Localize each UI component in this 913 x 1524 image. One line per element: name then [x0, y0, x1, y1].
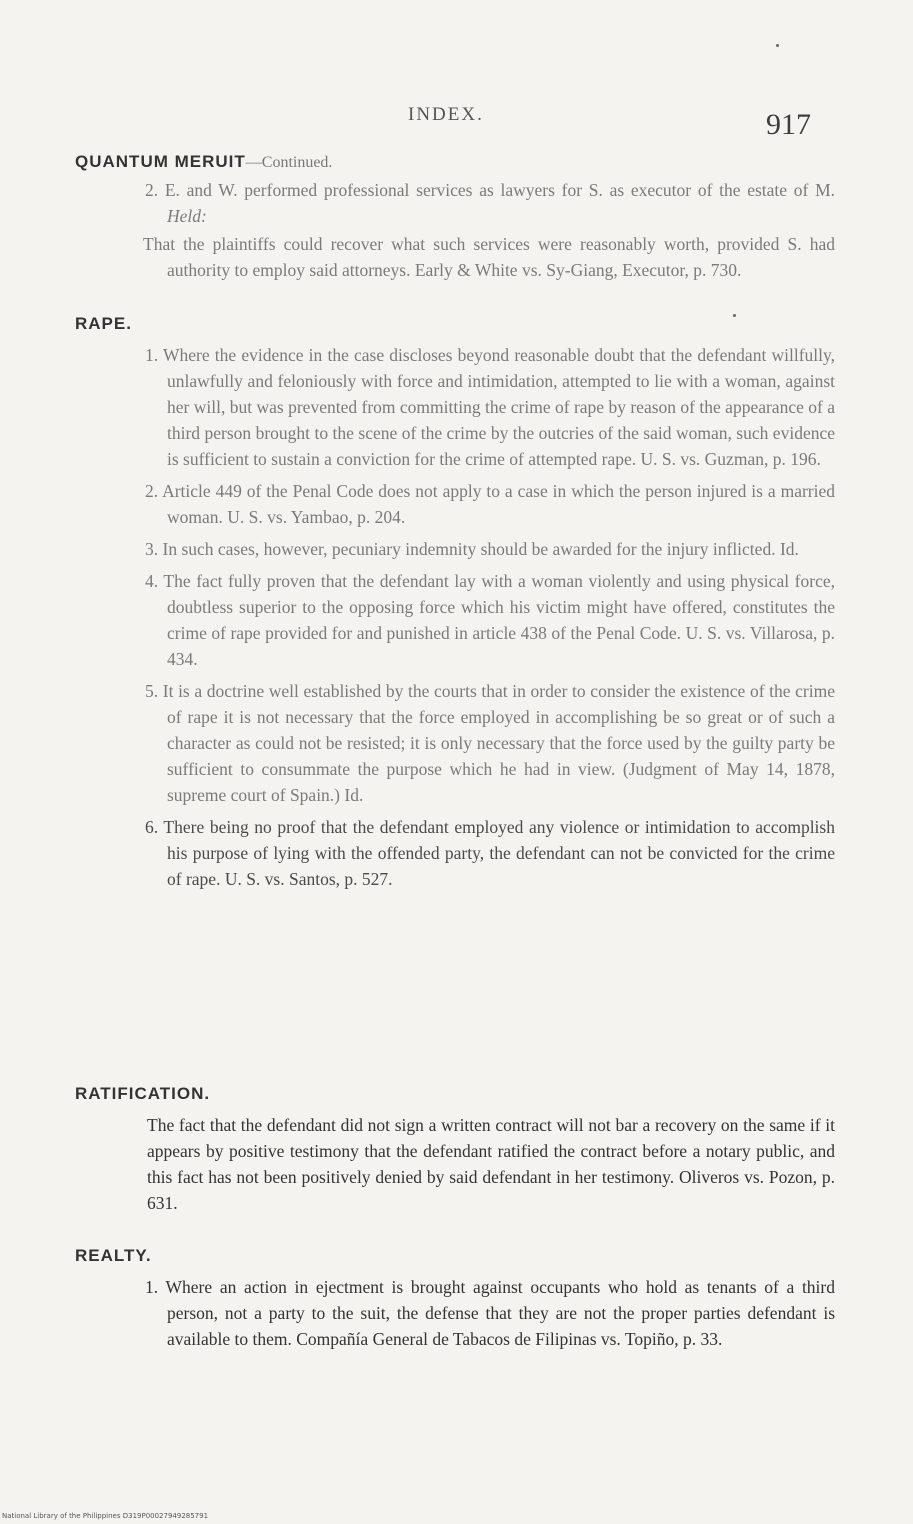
- section-heading: REALTY.: [75, 1246, 152, 1265]
- running-title: INDEX.: [408, 104, 484, 125]
- library-watermark: National Library of the Philippines D319P00027949285791: [2, 1512, 209, 1520]
- paper-speck: [776, 44, 779, 47]
- index-entry: 1. Where the evidence in the case discloses beyond reasonable doubt that the defendant willfully, unlawfully and feloniously with force and intimidation, attempted to lie with a woman, against her will, but was prevented from committing the crime of rape by reason of the appearance of a third person brought to the scene of the crime by the outcries of the said woman, such evidence is sufficient to sustain a conviction for the crime of attempted rape. U. S. vs. Guzman, p. 196.: [145, 345, 835, 469]
- page-number: 917: [766, 108, 811, 141]
- section-realty: [75, 1244, 835, 1352]
- index-entry: 4. The fact fully proven that the defendant lay with a woman violently and using physical force, doubtless superior to the opposing force which his victim might have offered, constitutes the crime of rape provided for and punished in article 438 of the Penal Code. U. S. vs. Villarosa, p. 434.: [145, 571, 835, 669]
- section-heading: RATIFICATION.: [75, 1084, 211, 1103]
- section-quantum-meruit: [75, 150, 835, 283]
- index-entry: 1. Where an action in ejectment is brought against occupants who hold as tenants of a third person, not a party to the suit, the defense that they are not the proper parties defendant is available to them. Compañía General de Tabacos de Filipinas vs. Topiño, p. 33.: [145, 1277, 835, 1349]
- index-entry: 5. It is a doctrine well established by the courts that in order to consider the existence of the crime of rape it is not necessary that the force employed in accomplishing be so great or of such a character as could not be resisted; it is only necessary that the force used by the guilty party be sufficient to consummate the purpose which he had in view. (Judgment of May 14, 1878, supreme court of Spain.) Id.: [145, 681, 835, 805]
- index-entry: That the plaintiffs could recover what such services were reasonably worth, provided S. had authority to employ said attorneys. Early & White vs. Sy-Giang, Executor, p. 730.: [143, 234, 835, 280]
- entry-text: 2. E. and W. performed professional services as lawyers for S. as executor of the estate of M.: [145, 180, 835, 200]
- section-heading: [75, 150, 835, 175]
- held-label: Held:: [167, 206, 207, 226]
- continued-label: —Continued.: [245, 154, 333, 171]
- section-heading: RAPE.: [75, 314, 132, 333]
- paper-speck: [733, 314, 736, 317]
- index-entry: 2. Article 449 of the Penal Code does not apply to a case in which the person injured is a married woman. U. S. vs. Yambao, p. 204.: [145, 481, 835, 527]
- index-entry: 6. There being no proof that the defendant employed any violence or intimidation to accomplish his purpose of lying with the offended party, the defendant can not be convicted for the crime of rape. U. S. vs. Santos, p. 527.: [145, 817, 835, 889]
- index-entry: The fact that the defendant did not sign a written contract will not bar a recovery on the same if it appears by positive testimony that the defendant ratified the contract before a notary public, and this fact has not been positively denied by said defendant in her testimony. Oliveros vs. Pozon, p. 631.: [147, 1115, 835, 1213]
- section-rape: [75, 312, 835, 892]
- heading-text: QUANTUM MERUIT: [75, 152, 246, 171]
- index-entry: [75, 177, 835, 229]
- section-ratification: [75, 1082, 835, 1216]
- index-entry: 3. In such cases, however, pecuniary indemnity should be awarded for the injury inflicted. Id.: [145, 539, 799, 559]
